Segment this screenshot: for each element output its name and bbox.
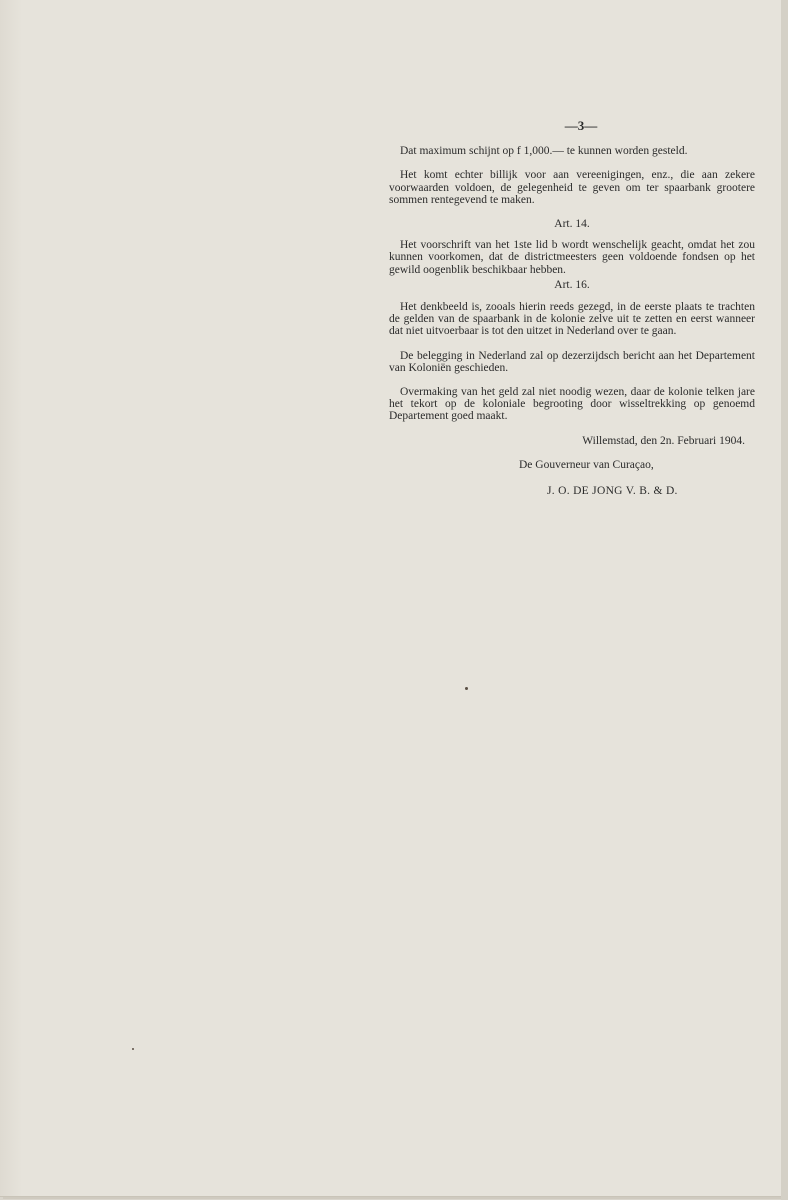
article-heading-16: Art. 16. [554, 278, 590, 291]
page-fold-shadow [0, 0, 22, 1196]
paragraph-vereenigingen: Het komt echter billijk voor aan vereenigingen, enz., die aan zekere voorwaarden voldoen, de gelegenheid te geven om ter spaarbank grootere sommen rentegevend te maken. [389, 169, 755, 206]
text-column [389, 120, 755, 497]
page-edge [781, 0, 788, 1200]
paper-speck [132, 1048, 134, 1050]
paragraph-maximum: Dat maximum schijnt op f 1,000.— te kunnen worden gesteld. [400, 145, 688, 158]
paragraph-art-14: Het voorschrift van het 1ste lid b wordt wenschelijk geacht, omdat het zou kunnen voorkomen, dat de districtmeesters geen voldoende fondsen op het gewild oogenblik beschikbaar hebben. [389, 239, 755, 276]
article-heading-14: Art. 14. [554, 218, 590, 231]
signatory-name: J. O. DE JONG V. B. & D. [547, 485, 678, 498]
page-number: —3— [564, 118, 598, 133]
paper-speck [465, 687, 468, 690]
paragraph-overmaking: Overmaking van het geld zal niet noodig wezen, daar de kolonie telken jare het tekort op de koloniale begrooting door wisseltrekking op genoemd Departement goed maakt. [389, 386, 755, 423]
signatory-title: De Gouverneur van Curaçao, [519, 458, 654, 471]
paragraph-belegging: De belegging in Nederland zal op dezerzijdsch bericht aan het Departement van Koloniën geschieden. [389, 349, 755, 374]
paragraph-denkbeeld: Het denkbeeld is, zooals hierin reeds gezegd, in de eerste plaats te trachten de gelden van de spaarbank in de kolonie zelve uit te zetten en eerst wanneer dat niet uitvoerbaar is tot den uitzet in Nederland over te gaan. [389, 301, 755, 338]
place-date: Willemstad, den 2n. Februari 1904. [582, 434, 745, 447]
